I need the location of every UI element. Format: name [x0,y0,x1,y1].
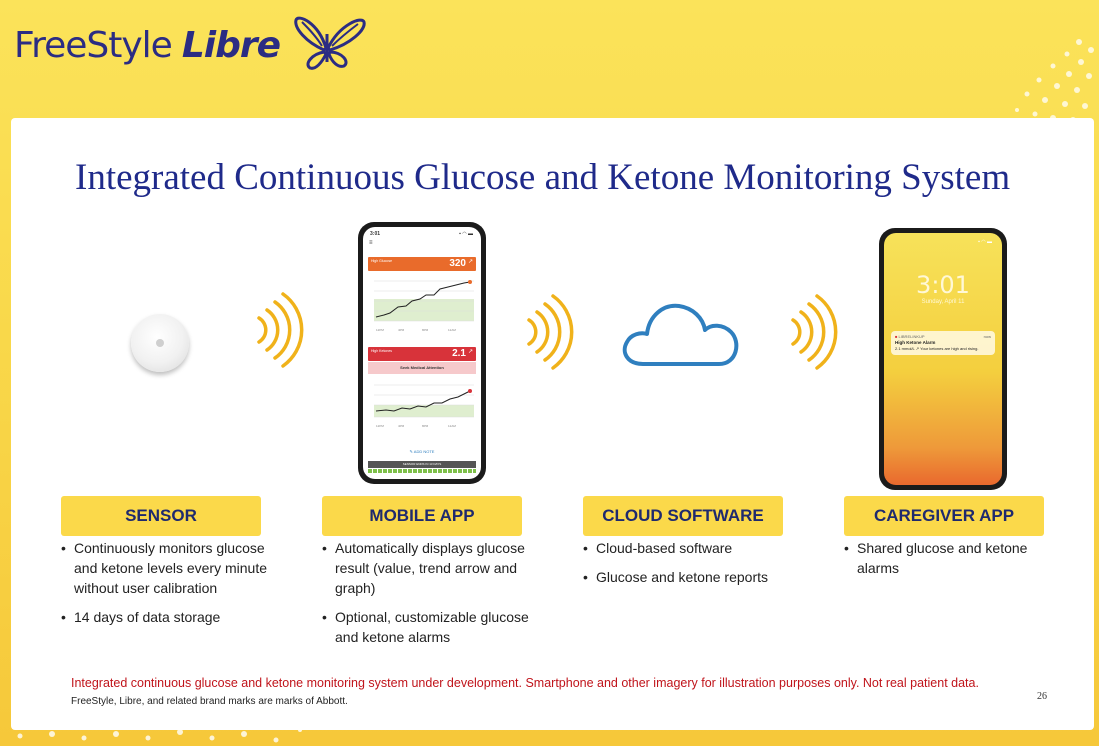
signal-wave-icon [253,292,313,368]
bullet-item: • Shared glucose and ketone alarms [844,538,1054,578]
trademark-footer: FreeStyle, Libre, and related brand marks are marks of Abbott. [71,696,348,707]
sensor-progress [368,469,476,473]
notif-body: 2.1 mmol/L ↗ Your ketones are high and rising. [895,346,979,351]
trend-arrow-icon: ↗ [467,259,473,265]
ketone-header [368,347,476,361]
caregiver-app-bullets [844,538,1054,587]
smartphone-mobile-app [358,222,486,484]
add-note-button[interactable] [363,449,481,454]
notif-app: LIBRELINKUP [898,334,925,339]
disclaimer-text: Integrated continuous glucose and ketone monitoring system under development. Smartphone and other imagery for illustration purposes only. Not real patient data. [71,676,979,690]
caregiver-lock-screen [884,233,1002,485]
status-icons: ▪ ◠ ▬ [978,239,992,245]
svg-text:12AM: 12AM [448,328,456,332]
app-icon: ■ [895,334,898,339]
smartphone-caregiver-app [879,228,1007,490]
content-card [11,118,1094,730]
ketone-alarm-notification[interactable] [891,331,995,355]
status-time: 3:01 [370,231,381,237]
glucose-label: High Glucose [371,259,393,263]
notif-when: now [983,334,991,339]
lock-screen-date: Sunday, April 11 [921,299,965,305]
lock-screen-time: 3:01 [916,271,970,299]
brand-libre: Libre [181,24,281,66]
bullet-item: • Automatically displays glucose result (value, trend arrow and graph) [322,538,532,598]
sensor-status-bar: SENSOR ENDS IN 13 DAYS [368,461,476,468]
svg-text:4PM: 4PM [398,424,405,428]
glucose-graph [368,273,476,339]
signal-wave-icon [523,294,583,370]
svg-text:12PM: 12PM [376,328,384,332]
menu-icon[interactable]: ≡ [369,240,373,246]
bullet-item: • Continuously monitors glucose and ketone levels every minute without user calibration [61,538,271,598]
cloud-icon [619,298,747,370]
sensor-device-image [131,314,189,372]
bullet-item: • 14 days of data storage [61,607,271,627]
bullet-item: • Glucose and ketone reports [583,567,803,587]
glucose-header [368,257,476,271]
trend-arrow-icon: ↗ [467,349,473,355]
bullet-item: • Cloud-based software [583,538,803,558]
section-label-sensor: SENSOR [61,496,261,536]
ketone-alert: Seek Medical Attention [368,362,476,374]
signal-wave-icon [787,294,847,370]
section-label-cloud-software: CLOUD SOFTWARE [583,496,783,536]
svg-text:8PM: 8PM [422,424,429,428]
freestyle-libre-logo [14,16,368,74]
bullet-item: • Optional, customizable glucose and ketone alarms [322,607,532,647]
add-note-label: ADD NOTE [413,449,435,454]
svg-text:12AM: 12AM [448,424,456,428]
section-label-mobile-app: MOBILE APP [322,496,522,536]
svg-text:12PM: 12PM [376,424,384,428]
page-number: 26 [1037,691,1047,702]
ketone-label: High Ketones [371,349,393,353]
sensor-center-dot [156,339,164,347]
svg-text:8PM: 8PM [422,328,429,332]
notif-title: High Ketone Alarm [895,340,936,345]
section-label-caregiver-app: CAREGIVER APP [844,496,1044,536]
mobile-app-screen [363,227,481,479]
glucose-value: 320 [449,258,466,269]
ketone-value: 2.1 [452,348,466,359]
cloud-software-bullets [583,538,803,596]
mobile-app-bullets [322,538,532,656]
ketone-graph [368,377,476,433]
butterfly-logo-icon [288,8,368,74]
sensor-bullets [61,538,271,636]
slide-title: Integrated Continuous Glucose and Ketone Monitoring System [75,157,1011,198]
brand-freestyle: FreeStyle [14,24,172,66]
pencil-icon: ✎ [409,449,413,454]
status-icons: ▪ ◠ ▬ [459,231,473,237]
svg-text:4PM: 4PM [398,328,405,332]
